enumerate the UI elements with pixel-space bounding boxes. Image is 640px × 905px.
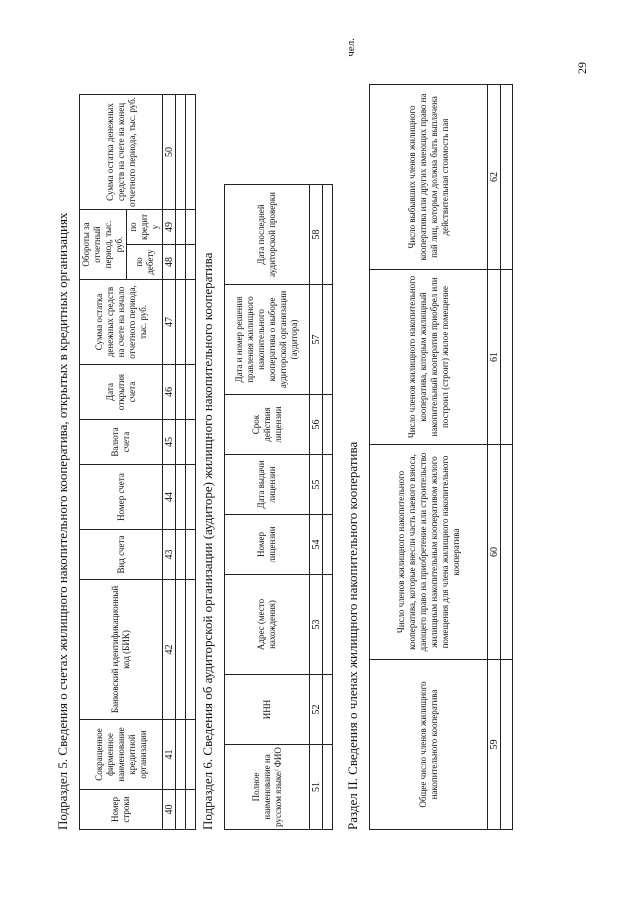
- header-bik: Банковский идентификационный код (БИК): [80, 580, 163, 720]
- blank-cell[interactable]: [186, 245, 196, 280]
- header-balance-end: Сумма остатка денежных средств на счете на конец отчетного периода, тыс. руб.: [80, 94, 163, 209]
- section-ii-title: Раздел II. Сведения о членах жилищного накопительного кооператива: [345, 441, 360, 830]
- header-balance-start: Сумма остатка денежных средств на счете на начало отчетного периода, тыс. руб.: [80, 280, 163, 365]
- blank-cell[interactable]: [176, 720, 186, 790]
- header-left-members: Число выбывших членов жилищного кооператива или других имеющих право на пай лиц, которым должна быть выплачена действительная стоимость пая: [370, 85, 488, 270]
- column-number: 41: [163, 720, 176, 790]
- section-ii-block: [345, 30, 513, 830]
- header-turnover: Обороты за отчетный период, тыс. руб.: [80, 209, 127, 279]
- section-ii-table: [369, 84, 513, 830]
- blank-cell[interactable]: [323, 575, 333, 675]
- header-license-term: Срок действия лицензии: [225, 395, 310, 455]
- column-number: 62: [488, 85, 501, 270]
- blank-cell[interactable]: [176, 209, 186, 244]
- section-6-table: [224, 184, 333, 830]
- column-number: 60: [488, 445, 501, 660]
- column-number: 50: [163, 94, 176, 209]
- column-number: 54: [310, 515, 323, 575]
- column-number: 42: [163, 580, 176, 720]
- header-board-decision: Дата и номер решения правления жилищного накопительного кооператива о выборе аудиторской организации (аудитора): [225, 285, 310, 395]
- header-address: Адрес (место нахождения): [225, 575, 310, 675]
- header-account-number: Номер счета: [80, 465, 163, 530]
- blank-cell[interactable]: [186, 530, 196, 580]
- column-number: 61: [488, 270, 501, 445]
- blank-cell[interactable]: [186, 209, 196, 244]
- section-5-table: [79, 94, 196, 830]
- blank-cell[interactable]: [176, 530, 186, 580]
- column-number: 47: [163, 280, 176, 365]
- column-number-row: [163, 94, 176, 829]
- header-credit: по кредиту: [127, 209, 163, 244]
- blank-cell[interactable]: [186, 790, 196, 830]
- column-number: 40: [163, 790, 176, 830]
- blank-cell[interactable]: [501, 270, 513, 445]
- column-number: 55: [310, 455, 323, 515]
- blank-cell[interactable]: [186, 365, 196, 420]
- header-acquired-housing: Число членов жилищного накопительного кооператива, которым жилищный накопительный кооператив приобрел или построил (строит) жилое помещение: [370, 270, 488, 445]
- blank-row: [501, 85, 513, 830]
- header-open-date: Дата открытия счета: [80, 365, 163, 420]
- blank-cell[interactable]: [501, 660, 513, 830]
- blank-cell[interactable]: [323, 395, 333, 455]
- section-5-block: [55, 30, 196, 830]
- blank-cell[interactable]: [176, 580, 186, 720]
- header-account-type: Вид счета: [80, 530, 163, 580]
- column-number: 45: [163, 420, 176, 465]
- column-number-row: [310, 185, 323, 830]
- header-row-number: Номер строки: [80, 790, 163, 830]
- blank-cell[interactable]: [323, 285, 333, 395]
- blank-cell[interactable]: [323, 745, 333, 830]
- column-number: 44: [163, 465, 176, 530]
- unit-label: чел.: [345, 38, 357, 57]
- blank-cell[interactable]: [323, 455, 333, 515]
- header-license-date: Дата выдачи лицензии: [225, 455, 310, 515]
- blank-cell[interactable]: [186, 720, 196, 790]
- blank-cell[interactable]: [186, 580, 196, 720]
- column-number: 58: [310, 185, 323, 285]
- column-number: 49: [163, 209, 176, 244]
- column-number: 51: [310, 745, 323, 830]
- blank-row: [186, 94, 196, 829]
- header-paid-share: Число членов жилищного накопительного кооператива, которые внесли часть паевого взноса, дающего право на приобретение или строительство жилищным накопительным кооперативом жилого помещения для члена жилищного накопительного кооператива: [370, 445, 488, 660]
- section-6-title: Подраздел 6. Сведения об аудиторской организации (аудиторе) жилищного накопительного кооператива: [200, 252, 215, 830]
- column-number-row: [488, 85, 501, 830]
- section-6-block: [200, 30, 333, 830]
- header-license-number: Номер лицензии: [225, 515, 310, 575]
- blank-row: [323, 185, 333, 830]
- blank-cell[interactable]: [323, 515, 333, 575]
- blank-cell[interactable]: [501, 445, 513, 660]
- blank-cell[interactable]: [186, 94, 196, 209]
- page-number: 29: [575, 62, 589, 74]
- blank-cell[interactable]: [323, 675, 333, 745]
- blank-cell[interactable]: [176, 94, 186, 209]
- blank-row: [176, 94, 186, 829]
- blank-cell[interactable]: [176, 420, 186, 465]
- header-short-name: Сокращенное фирменное наименование кредитной организации: [80, 720, 163, 790]
- header-inn: ИНН: [225, 675, 310, 745]
- blank-cell[interactable]: [186, 465, 196, 530]
- column-number: 48: [163, 245, 176, 280]
- header-currency: Валюта счета: [80, 420, 163, 465]
- section-5-title: Подраздел 5. Сведения о счетах жилищного накопительного кооператива, открытых в кредитных организациях: [55, 212, 70, 830]
- blank-cell[interactable]: [186, 280, 196, 365]
- blank-cell[interactable]: [176, 365, 186, 420]
- column-number: 52: [310, 675, 323, 745]
- header-full-name: Полное наименование на русском языке/ ФИО: [225, 745, 310, 830]
- blank-cell[interactable]: [186, 420, 196, 465]
- column-number: 46: [163, 365, 176, 420]
- column-number: 57: [310, 285, 323, 395]
- blank-cell[interactable]: [176, 280, 186, 365]
- blank-cell[interactable]: [176, 465, 186, 530]
- column-number: 56: [310, 395, 323, 455]
- header-debit: по дебету: [127, 245, 163, 280]
- header-last-audit-date: Дата последней аудиторской проверки: [225, 185, 310, 285]
- column-number: 53: [310, 575, 323, 675]
- column-number: 43: [163, 530, 176, 580]
- blank-cell[interactable]: [323, 185, 333, 285]
- blank-cell[interactable]: [176, 790, 186, 830]
- blank-cell[interactable]: [176, 245, 186, 280]
- column-number: 59: [488, 660, 501, 830]
- blank-cell[interactable]: [501, 85, 513, 270]
- header-total-members: Общее число членов жилищного накопительного кооператива: [370, 660, 488, 830]
